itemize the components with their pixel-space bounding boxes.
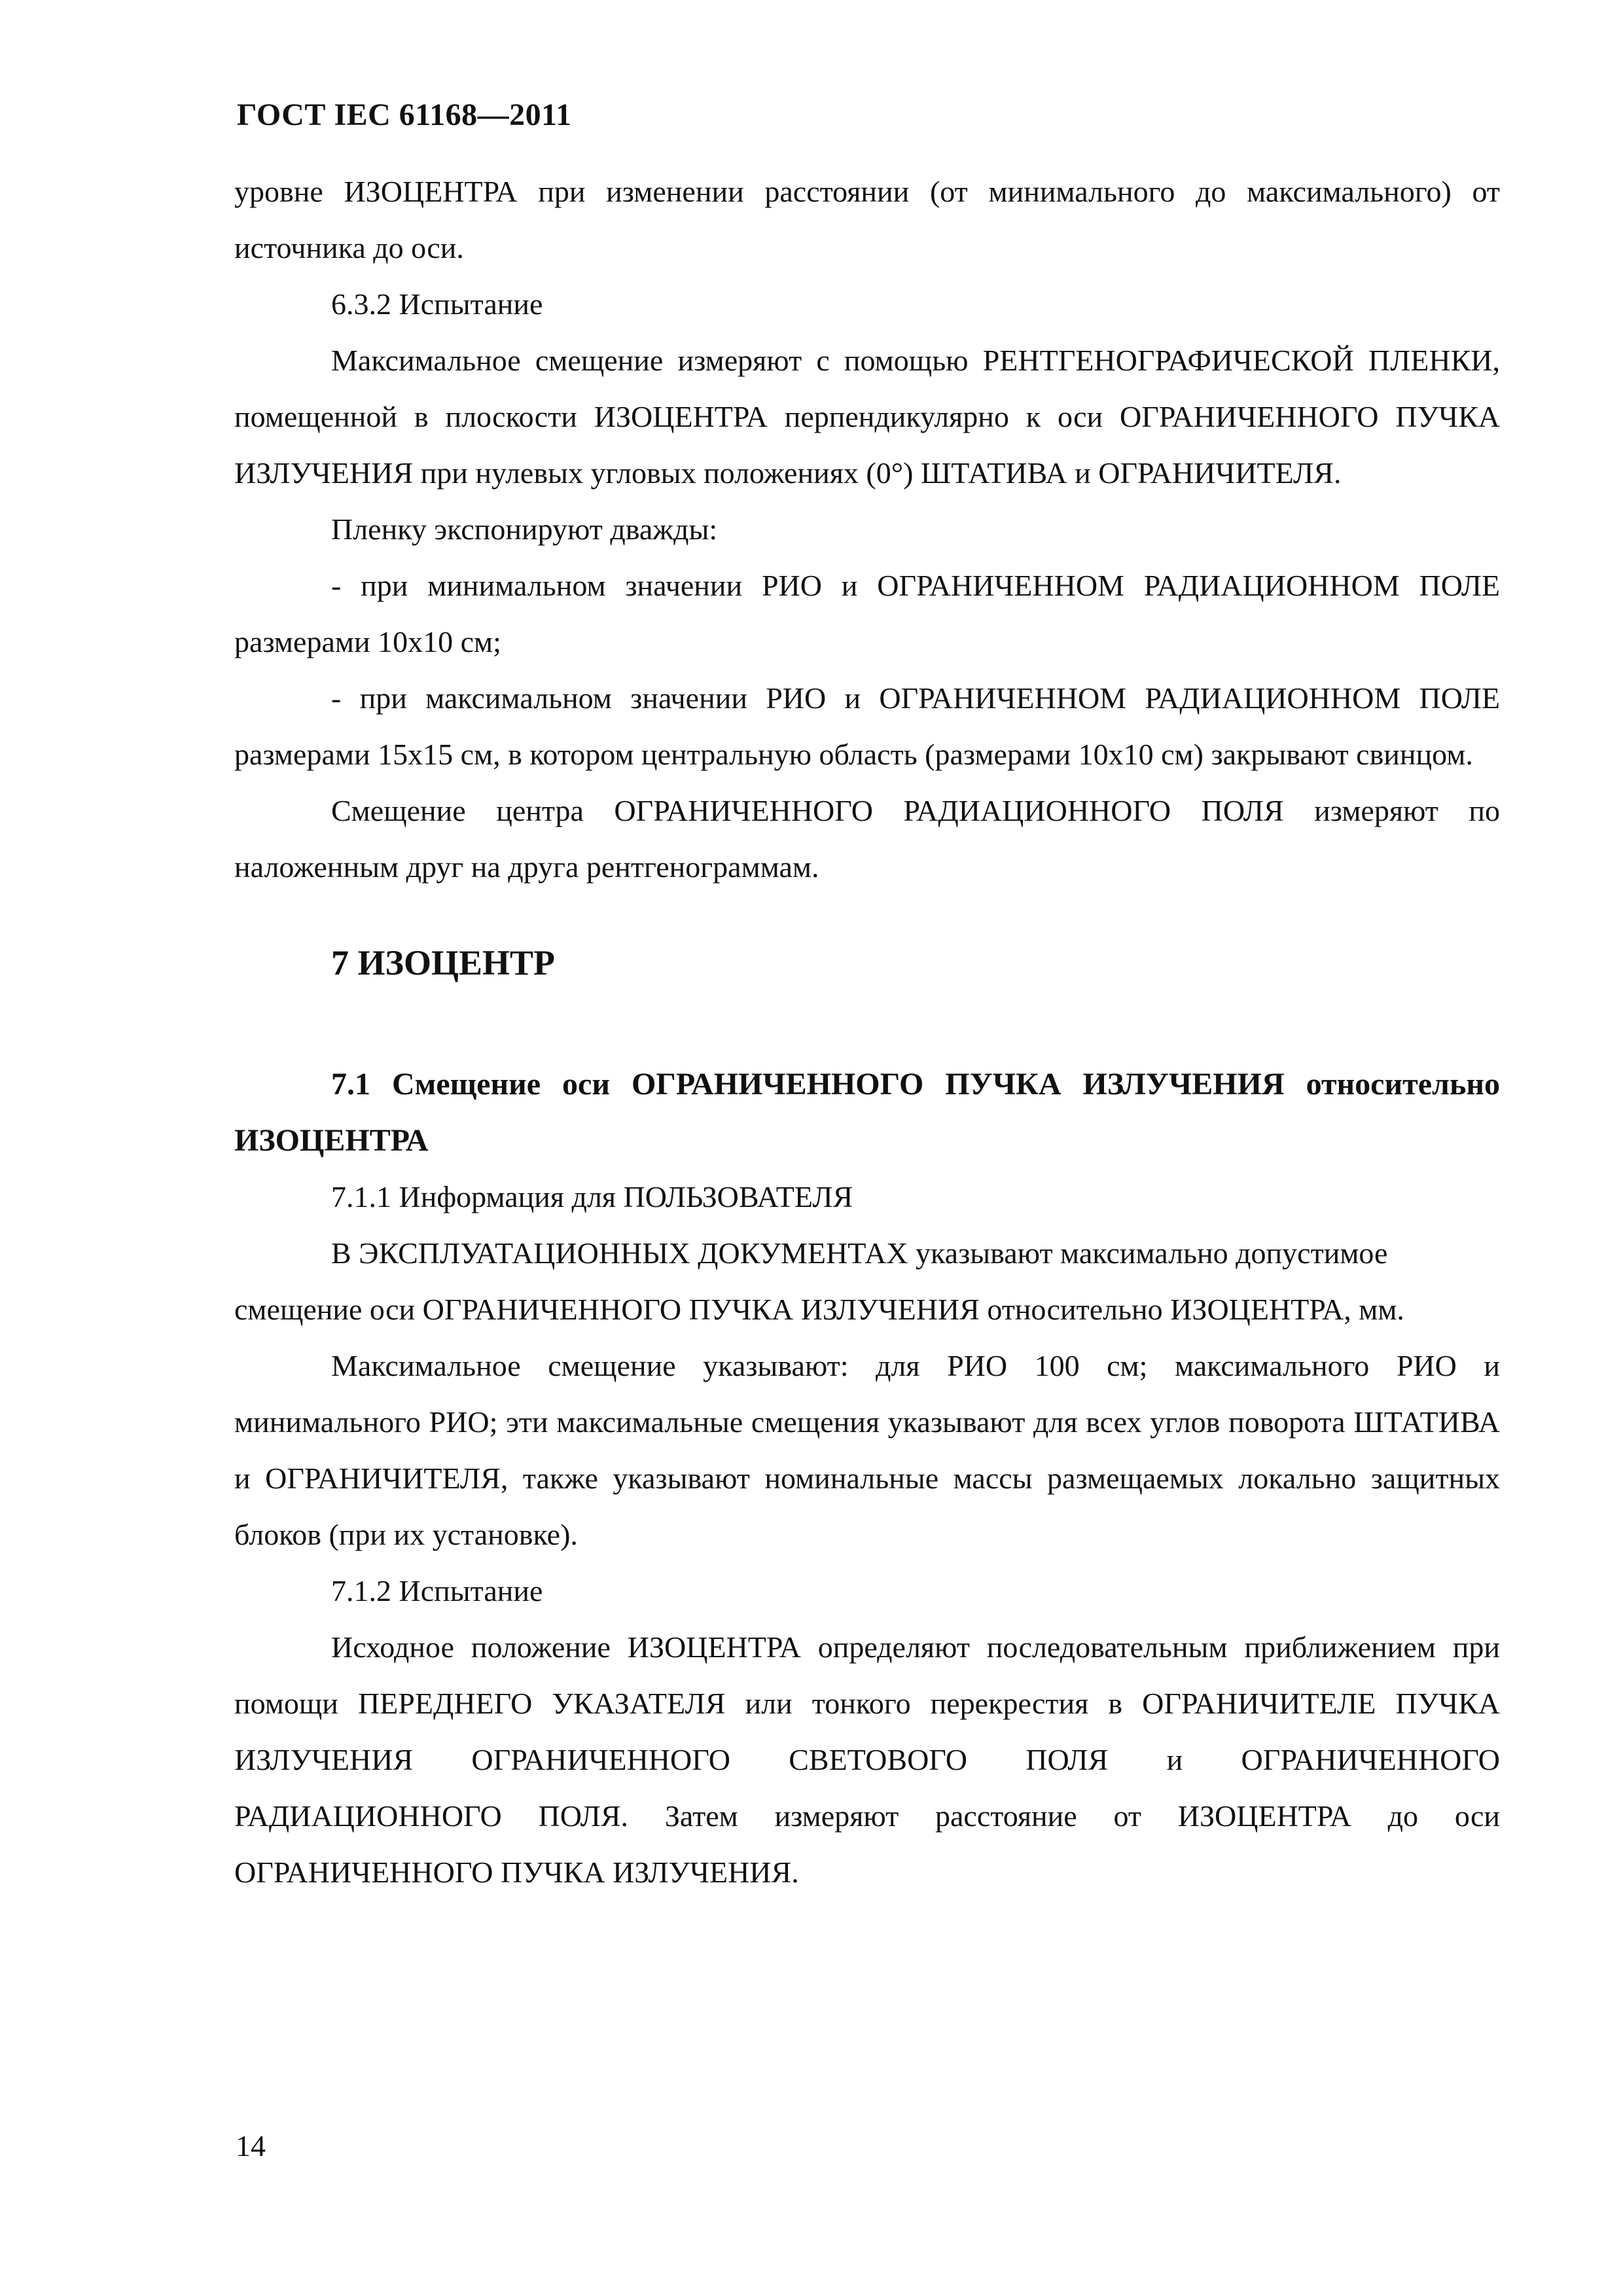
- paragraph-test-procedure: Исходное положение ИЗОЦЕНТРА определяют последовательным приближением при помощи ПЕРЕДНЕГО УКАЗАТЕЛЯ или тонкого перекрестия в ОГРАНИЧИТЕЛЕ ПУЧКА ИЗЛУЧЕНИЯ ОГРАНИЧЕННОГО СВЕТОВОГО ПОЛЯ и ОГРАНИЧЕННОГО РАДИАЦИОННОГО ПОЛЯ. Затем измеряют расстояние от ИЗОЦЕНТРА до оси ОГРАНИЧЕННОГО ПУЧКА ИЗЛУЧЕНИЯ.: [234, 1630, 1500, 1889]
- paragraph-exposure: Пленку экспонируют дважды:: [331, 512, 718, 546]
- paragraph-center-shift: Смещение центра ОГРАНИЧЕННОГО РАДИАЦИОННОГО ПОЛЯ измеряют по наложенным друг на друга рентгенограммам.: [234, 794, 1500, 884]
- standard-header: ГОСТ IEC 61168—2011: [237, 98, 572, 132]
- page-number: 14: [236, 2129, 266, 2162]
- list-item-min: - при минимальном значении РИО и ОГРАНИЧЕННОМ РАДИАЦИОННОМ ПОЛЕ размерами 10x10 см;: [234, 569, 1500, 658]
- paragraph-user-info: В ЭКСПЛУАТАЦИОННЫХ ДОКУМЕНТАХ указывают максимально допустимое смещение оси ОГРАНИЧЕННОГО ПУЧКА ИЗЛУЧЕНИЯ относительно ИЗОЦЕНТРА, мм.: [234, 1236, 1404, 1326]
- subsection-heading-7-1-2: 7.1.2 Испытание: [331, 1574, 543, 1607]
- paragraph-continuation: уровне ИЗОЦЕНТРА при изменении расстоянии (от минимального до максимального) от источника до оси.: [234, 175, 1500, 264]
- list-item-max: - при максимальном значении РИО и ОГРАНИЧЕННОМ РАДИАЦИОННОМ ПОЛЕ размерами 15x15 см, в котором центральную область (размерами 10x10 см) закрывают свинцом.: [234, 681, 1500, 771]
- subsection-heading-7-1-1: 7.1.1 Информация для ПОЛЬЗОВАТЕЛЯ: [331, 1180, 853, 1213]
- subsection-heading-6-3-2: 6.3.2 Испытание: [331, 287, 543, 321]
- section-heading-7-1: 7.1 Смещение оси ОГРАНИЧЕННОГО ПУЧКА ИЗЛУЧЕНИЯ относительно ИЗОЦЕНТРА: [234, 1067, 1500, 1158]
- paragraph-measurement: Максимальное смещение измеряют с помощью РЕНТГЕНОГРАФИЧЕСКОЙ ПЛЕНКИ, помещенной в плоскости ИЗОЦЕНТРА перпендикулярно к оси ОГРАНИЧЕННОГО ПУЧКА ИЗЛУЧЕНИЯ при нулевых угловых положениях (0°) ШТАТИВА и ОГРАНИЧИТЕЛЯ.: [234, 344, 1500, 490]
- page-body: [234, 164, 1500, 1901]
- chapter-heading: 7 ИЗОЦЕНТР: [331, 943, 556, 982]
- paragraph-max-shift: Максимальное смещение указывают: для РИО 100 см; максимального РИО и минимального РИО; эти максимальные смещения указывают для всех углов поворота ШТАТИВА и ОГРАНИЧИТЕЛЯ, также указывают номинальные массы размещаемых локально защитных блоков (при их установке).: [234, 1349, 1500, 1551]
